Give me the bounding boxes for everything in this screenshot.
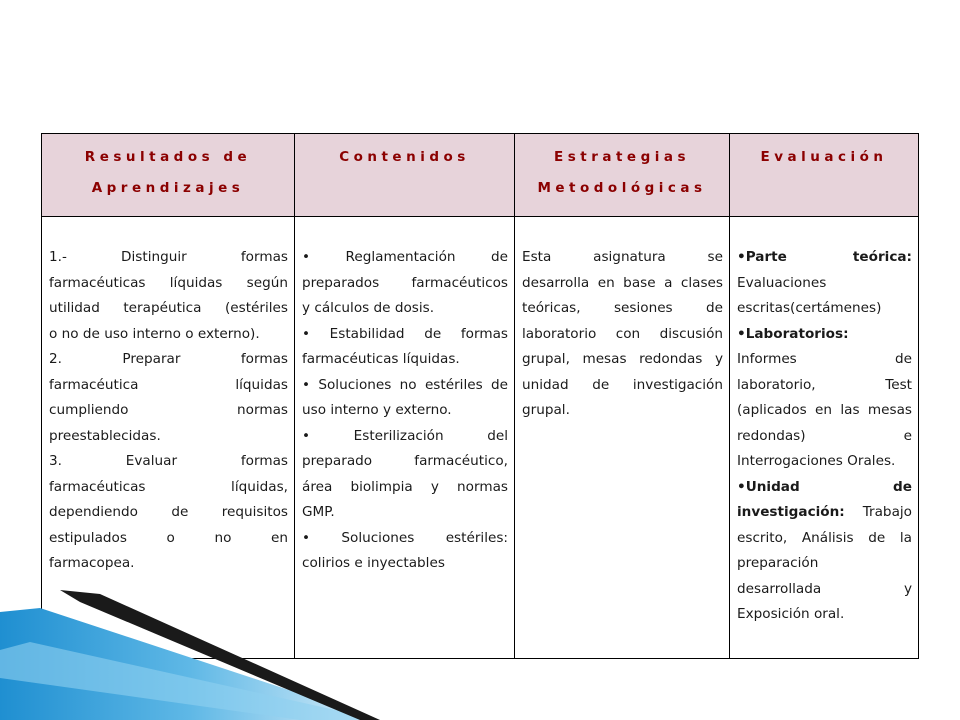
cell-evaluacion [730,217,919,659]
text-line: teóricas, sesiones de [522,300,723,316]
text-line: redondas) e [737,427,912,444]
header-estrategias: Estrategias Metodológicas [515,134,730,217]
text-line: Exposición oral. [737,606,845,622]
text-line: Informes de [737,351,912,367]
header-row [42,134,919,217]
text-line: Esta asignatura se [522,249,723,265]
text-line: Interrogaciones Orales. [737,453,896,469]
text-line: preparados farmacéuticos [302,274,508,291]
text-line: utilidad terapéutica (estériles [49,300,288,316]
text-line: cumpliendo normas [49,402,288,418]
text-line: estipulados o no en [49,529,288,546]
text-line: desarrolla en base a clases [522,274,723,291]
text-line: Evaluaciones [737,274,827,291]
text-line: farmacopea. [49,555,135,571]
text-line: grupal, mesas redondas y [522,351,723,367]
text-line: preparado farmacéutico, [302,453,508,469]
text-line: farmacéuticas líquidas según [49,274,288,291]
text-line: unidad de investigación [522,376,723,393]
text-line: y cálculos de dosis. [302,300,435,316]
text-line: (aplicados en las mesas [737,402,912,418]
text-line: o no de uso interno o externo). [49,325,260,342]
text-line: •Parte teórica: [737,249,912,265]
text-line: GMP. [302,504,335,520]
text-line: 3. Evaluar formas [49,453,288,469]
text-line: • Reglamentación de [302,249,508,265]
text-line: farmacéuticas líquidas. [302,351,460,367]
text-line: 2. Preparar formas [49,351,288,367]
text-line: escrito, Análisis de la [737,529,912,546]
header-contenidos: Contenidos [295,134,515,217]
text-line: farmacéutica líquidas [49,376,288,393]
text-line: • Soluciones estériles: [302,529,508,546]
text-line: colirios e inyectables [302,555,445,571]
text-line: preparación [737,555,819,571]
text-line: desarrollada y [737,580,912,597]
text-line: área biolimpia y normas [302,478,508,495]
text-line: preestablecidas. [49,427,161,444]
text-line: 1.- Distinguir formas [49,249,288,265]
text-line: dependiendo de requisitos [49,504,288,520]
text-line: laboratorio con discusión [522,325,723,342]
text-line: investigación: Trabajo [737,504,912,520]
text-line: laboratorio, Test [737,376,912,393]
text-line: farmacéuticas líquidas, [49,478,288,495]
header-resultados: Resultados de Aprendizajes [42,134,295,217]
text-line: • Esterilización del [302,427,508,444]
text-line: • Estabilidad de formas [302,325,508,342]
cell-estrategias [515,217,730,659]
text-line: escritas(certámenes) [737,300,882,316]
text-line: •Laboratorios: [737,325,849,342]
corner-decoration [0,580,380,720]
header-evaluacion: Evaluación [730,134,919,217]
text-line: uso interno y externo. [302,402,452,418]
text-line: • Soluciones no estériles de [302,376,508,393]
text-line: •Unidad de [737,478,912,495]
text-line: grupal. [522,402,570,418]
